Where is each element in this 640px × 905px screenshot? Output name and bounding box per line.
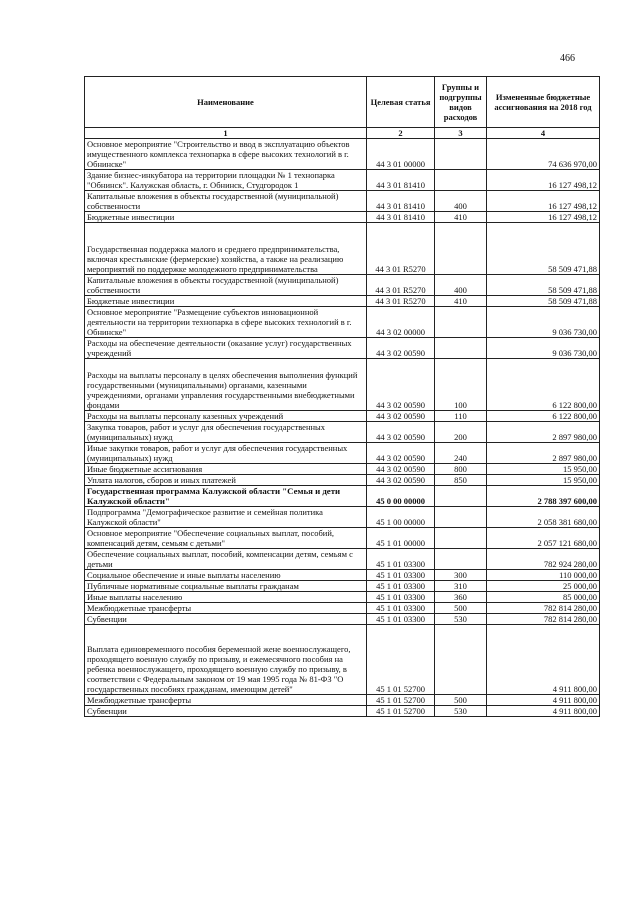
column-index: 2 — [367, 128, 435, 139]
row-name: Здание бизнес-инкубатора на территории площадки № 1 технопарка "Обнинск". Калужская область, г. Обнинск, Студгородок 1 — [85, 170, 367, 191]
table-body — [85, 139, 600, 717]
header-name: Наименование — [85, 77, 367, 128]
row-amount: 2 058 381 680,00 — [487, 507, 600, 528]
table-row — [85, 443, 600, 464]
row-name: Иные закупки товаров, работ и услуг для обеспечения государственных (муниципальных) нужд — [85, 443, 367, 464]
row-group — [435, 139, 487, 170]
row-group — [435, 507, 487, 528]
column-index: 4 — [487, 128, 600, 139]
row-group: 500 — [435, 695, 487, 706]
table-row — [85, 212, 600, 223]
row-amount: 16 127 498,12 — [487, 170, 600, 191]
row-code: 45 1 01 03300 — [367, 581, 435, 592]
table-row — [85, 307, 600, 338]
row-amount: 58 509 471,88 — [487, 223, 600, 275]
row-amount: 15 950,00 — [487, 475, 600, 486]
table-row — [85, 486, 600, 507]
row-group: 530 — [435, 706, 487, 717]
table-row — [85, 507, 600, 528]
table-row — [85, 528, 600, 549]
row-name: Социальное обеспечение и иные выплаты населению — [85, 570, 367, 581]
row-code: 45 1 01 52700 — [367, 625, 435, 695]
row-group: 410 — [435, 296, 487, 307]
row-name: Уплата налогов, сборов и иных платежей — [85, 475, 367, 486]
row-name: Межбюджетные трансферты — [85, 603, 367, 614]
row-amount: 4 911 800,00 — [487, 695, 600, 706]
table-row — [85, 614, 600, 625]
row-group: 400 — [435, 275, 487, 296]
row-group: 400 — [435, 191, 487, 212]
row-code: 44 3 01 R5270 — [367, 296, 435, 307]
row-code: 44 3 01 81410 — [367, 212, 435, 223]
row-name: Расходы на выплаты персоналу в целях обеспечения выполнения функций государственными (муниципальными) органами, казенными учреждениями, органами управления государственными внебюджетными фондами — [85, 359, 367, 411]
row-group: 300 — [435, 570, 487, 581]
table-row — [85, 170, 600, 191]
row-amount: 4 911 800,00 — [487, 625, 600, 695]
row-code: 45 0 00 00000 — [367, 486, 435, 507]
row-amount: 15 950,00 — [487, 464, 600, 475]
row-name: Иные бюджетные ассигнования — [85, 464, 367, 475]
row-group: 850 — [435, 475, 487, 486]
row-amount: 9 036 730,00 — [487, 338, 600, 359]
row-code: 44 3 01 81410 — [367, 170, 435, 191]
row-amount: 2 897 980,00 — [487, 422, 600, 443]
table-row — [85, 223, 600, 275]
header-amount: Измененные бюджетные ассигнования на 2018 год — [487, 77, 600, 128]
row-name: Публичные нормативные социальные выплаты гражданам — [85, 581, 367, 592]
row-code: 44 3 02 00590 — [367, 443, 435, 464]
table-row — [85, 695, 600, 706]
row-group — [435, 528, 487, 549]
row-group: 530 — [435, 614, 487, 625]
row-amount: 782 814 280,00 — [487, 603, 600, 614]
row-amount: 2 057 121 680,00 — [487, 528, 600, 549]
row-name: Расходы на выплаты персоналу казенных учреждений — [85, 411, 367, 422]
row-name: Субвенции — [85, 706, 367, 717]
row-code: 44 3 01 00000 — [367, 139, 435, 170]
row-amount: 6 122 800,00 — [487, 411, 600, 422]
row-name: Основное мероприятие "Размещение субъектов инновационной деятельности на территории технопарка в сфере высоких технологий в г. Обнинске" — [85, 307, 367, 338]
row-name: Подпрограмма "Демографическое развитие и семейная политика Калужской области" — [85, 507, 367, 528]
row-name: Государственная поддержка малого и среднего предпринимательства, включая крестьянские (фермерские) хозяйства, а также на реализацию мероприятий по поддержке молодежного предпринимательства — [85, 223, 367, 275]
row-code: 45 1 01 52700 — [367, 706, 435, 717]
row-name: Государственная программа Калужской области "Семья и дети Калужской области" — [85, 486, 367, 507]
table-row — [85, 706, 600, 717]
budget-table — [84, 76, 600, 717]
row-code: 44 3 02 00000 — [367, 307, 435, 338]
row-code: 45 1 01 00000 — [367, 528, 435, 549]
row-name: Основное мероприятие "Строительство и ввод в эксплуатацию объектов имущественного комплекса технопарка в сфере высоких технологий в г. Обнинске" — [85, 139, 367, 170]
row-amount: 6 122 800,00 — [487, 359, 600, 411]
row-group: 110 — [435, 411, 487, 422]
row-group: 800 — [435, 464, 487, 475]
row-name: Капитальные вложения в объекты государственной (муниципальной) собственности — [85, 191, 367, 212]
row-group — [435, 486, 487, 507]
row-name: Межбюджетные трансферты — [85, 695, 367, 706]
table-row — [85, 338, 600, 359]
table-row — [85, 411, 600, 422]
table-row — [85, 592, 600, 603]
row-name: Субвенции — [85, 614, 367, 625]
row-name: Закупка товаров, работ и услуг для обеспечения государственных (муниципальных) нужд — [85, 422, 367, 443]
table-row — [85, 549, 600, 570]
table-row — [85, 359, 600, 411]
table-row — [85, 475, 600, 486]
row-code: 44 3 02 00590 — [367, 475, 435, 486]
table-row — [85, 275, 600, 296]
row-name: Основное мероприятие "Обеспечение социальных выплат, пособий, компенсаций детям, семьям с детьми" — [85, 528, 367, 549]
header-group: Группы и подгруппы видов расходов — [435, 77, 487, 128]
row-code: 45 1 01 03300 — [367, 614, 435, 625]
row-name: Обеспечение социальных выплат, пособий, компенсации детям, семьям с детьми — [85, 549, 367, 570]
row-group: 310 — [435, 581, 487, 592]
row-group: 410 — [435, 212, 487, 223]
table-header-row — [85, 77, 600, 128]
row-name: Расходы на обеспечение деятельности (оказание услуг) государственных учреждений — [85, 338, 367, 359]
row-code: 44 3 02 00590 — [367, 464, 435, 475]
row-amount: 2 788 397 600,00 — [487, 486, 600, 507]
row-group: 500 — [435, 603, 487, 614]
row-group: 360 — [435, 592, 487, 603]
header-code: Целевая статья — [367, 77, 435, 128]
row-amount: 16 127 498,12 — [487, 191, 600, 212]
row-code: 44 3 02 00590 — [367, 338, 435, 359]
table-row — [85, 625, 600, 695]
row-amount: 4 911 800,00 — [487, 706, 600, 717]
table-row — [85, 464, 600, 475]
row-name: Выплата единовременного пособия беременной жене военнослужащего, проходящего военную службу по призыву, и ежемесячного пособия на ребенка военнослужащего, проходящего военную службу по призыву, в соответствии с Федеральным законом от 19 мая 1995 года № 81-ФЗ "О государственных пособиях гражданам, имеющим детей" — [85, 625, 367, 695]
row-code: 45 1 01 03300 — [367, 549, 435, 570]
table-row — [85, 191, 600, 212]
row-group: 100 — [435, 359, 487, 411]
row-name: Капитальные вложения в объекты государственной (муниципальной) собственности — [85, 275, 367, 296]
row-amount: 85 000,00 — [487, 592, 600, 603]
row-code: 45 1 00 00000 — [367, 507, 435, 528]
row-group — [435, 549, 487, 570]
row-code: 45 1 01 03300 — [367, 592, 435, 603]
column-index: 1 — [85, 128, 367, 139]
table-row — [85, 296, 600, 307]
row-code: 44 3 01 R5270 — [367, 223, 435, 275]
row-code: 45 1 01 03300 — [367, 570, 435, 581]
row-code: 44 3 01 R5270 — [367, 275, 435, 296]
row-amount: 16 127 498,12 — [487, 212, 600, 223]
row-amount: 110 000,00 — [487, 570, 600, 581]
row-group — [435, 307, 487, 338]
row-group: 200 — [435, 422, 487, 443]
row-group: 240 — [435, 443, 487, 464]
column-index-row — [85, 128, 600, 139]
column-index: 3 — [435, 128, 487, 139]
row-name: Иные выплаты населению — [85, 592, 367, 603]
row-amount: 25 000,00 — [487, 581, 600, 592]
row-group — [435, 223, 487, 275]
row-code: 44 3 01 81410 — [367, 191, 435, 212]
row-code: 44 3 02 00590 — [367, 422, 435, 443]
table-row — [85, 139, 600, 170]
row-amount: 74 636 970,00 — [487, 139, 600, 170]
table-row — [85, 581, 600, 592]
row-code: 45 1 01 03300 — [367, 603, 435, 614]
table-row — [85, 570, 600, 581]
row-amount: 2 897 980,00 — [487, 443, 600, 464]
page-number: 466 — [560, 53, 575, 64]
row-name: Бюджетные инвестиции — [85, 212, 367, 223]
table-row — [85, 422, 600, 443]
row-group — [435, 625, 487, 695]
row-amount: 782 814 280,00 — [487, 614, 600, 625]
row-amount: 58 509 471,88 — [487, 275, 600, 296]
row-amount: 9 036 730,00 — [487, 307, 600, 338]
row-name: Бюджетные инвестиции — [85, 296, 367, 307]
row-amount: 782 924 280,00 — [487, 549, 600, 570]
row-code: 44 3 02 00590 — [367, 359, 435, 411]
table-row — [85, 603, 600, 614]
row-group — [435, 170, 487, 191]
row-code: 45 1 01 52700 — [367, 695, 435, 706]
row-amount: 58 509 471,88 — [487, 296, 600, 307]
row-code: 44 3 02 00590 — [367, 411, 435, 422]
row-group — [435, 338, 487, 359]
